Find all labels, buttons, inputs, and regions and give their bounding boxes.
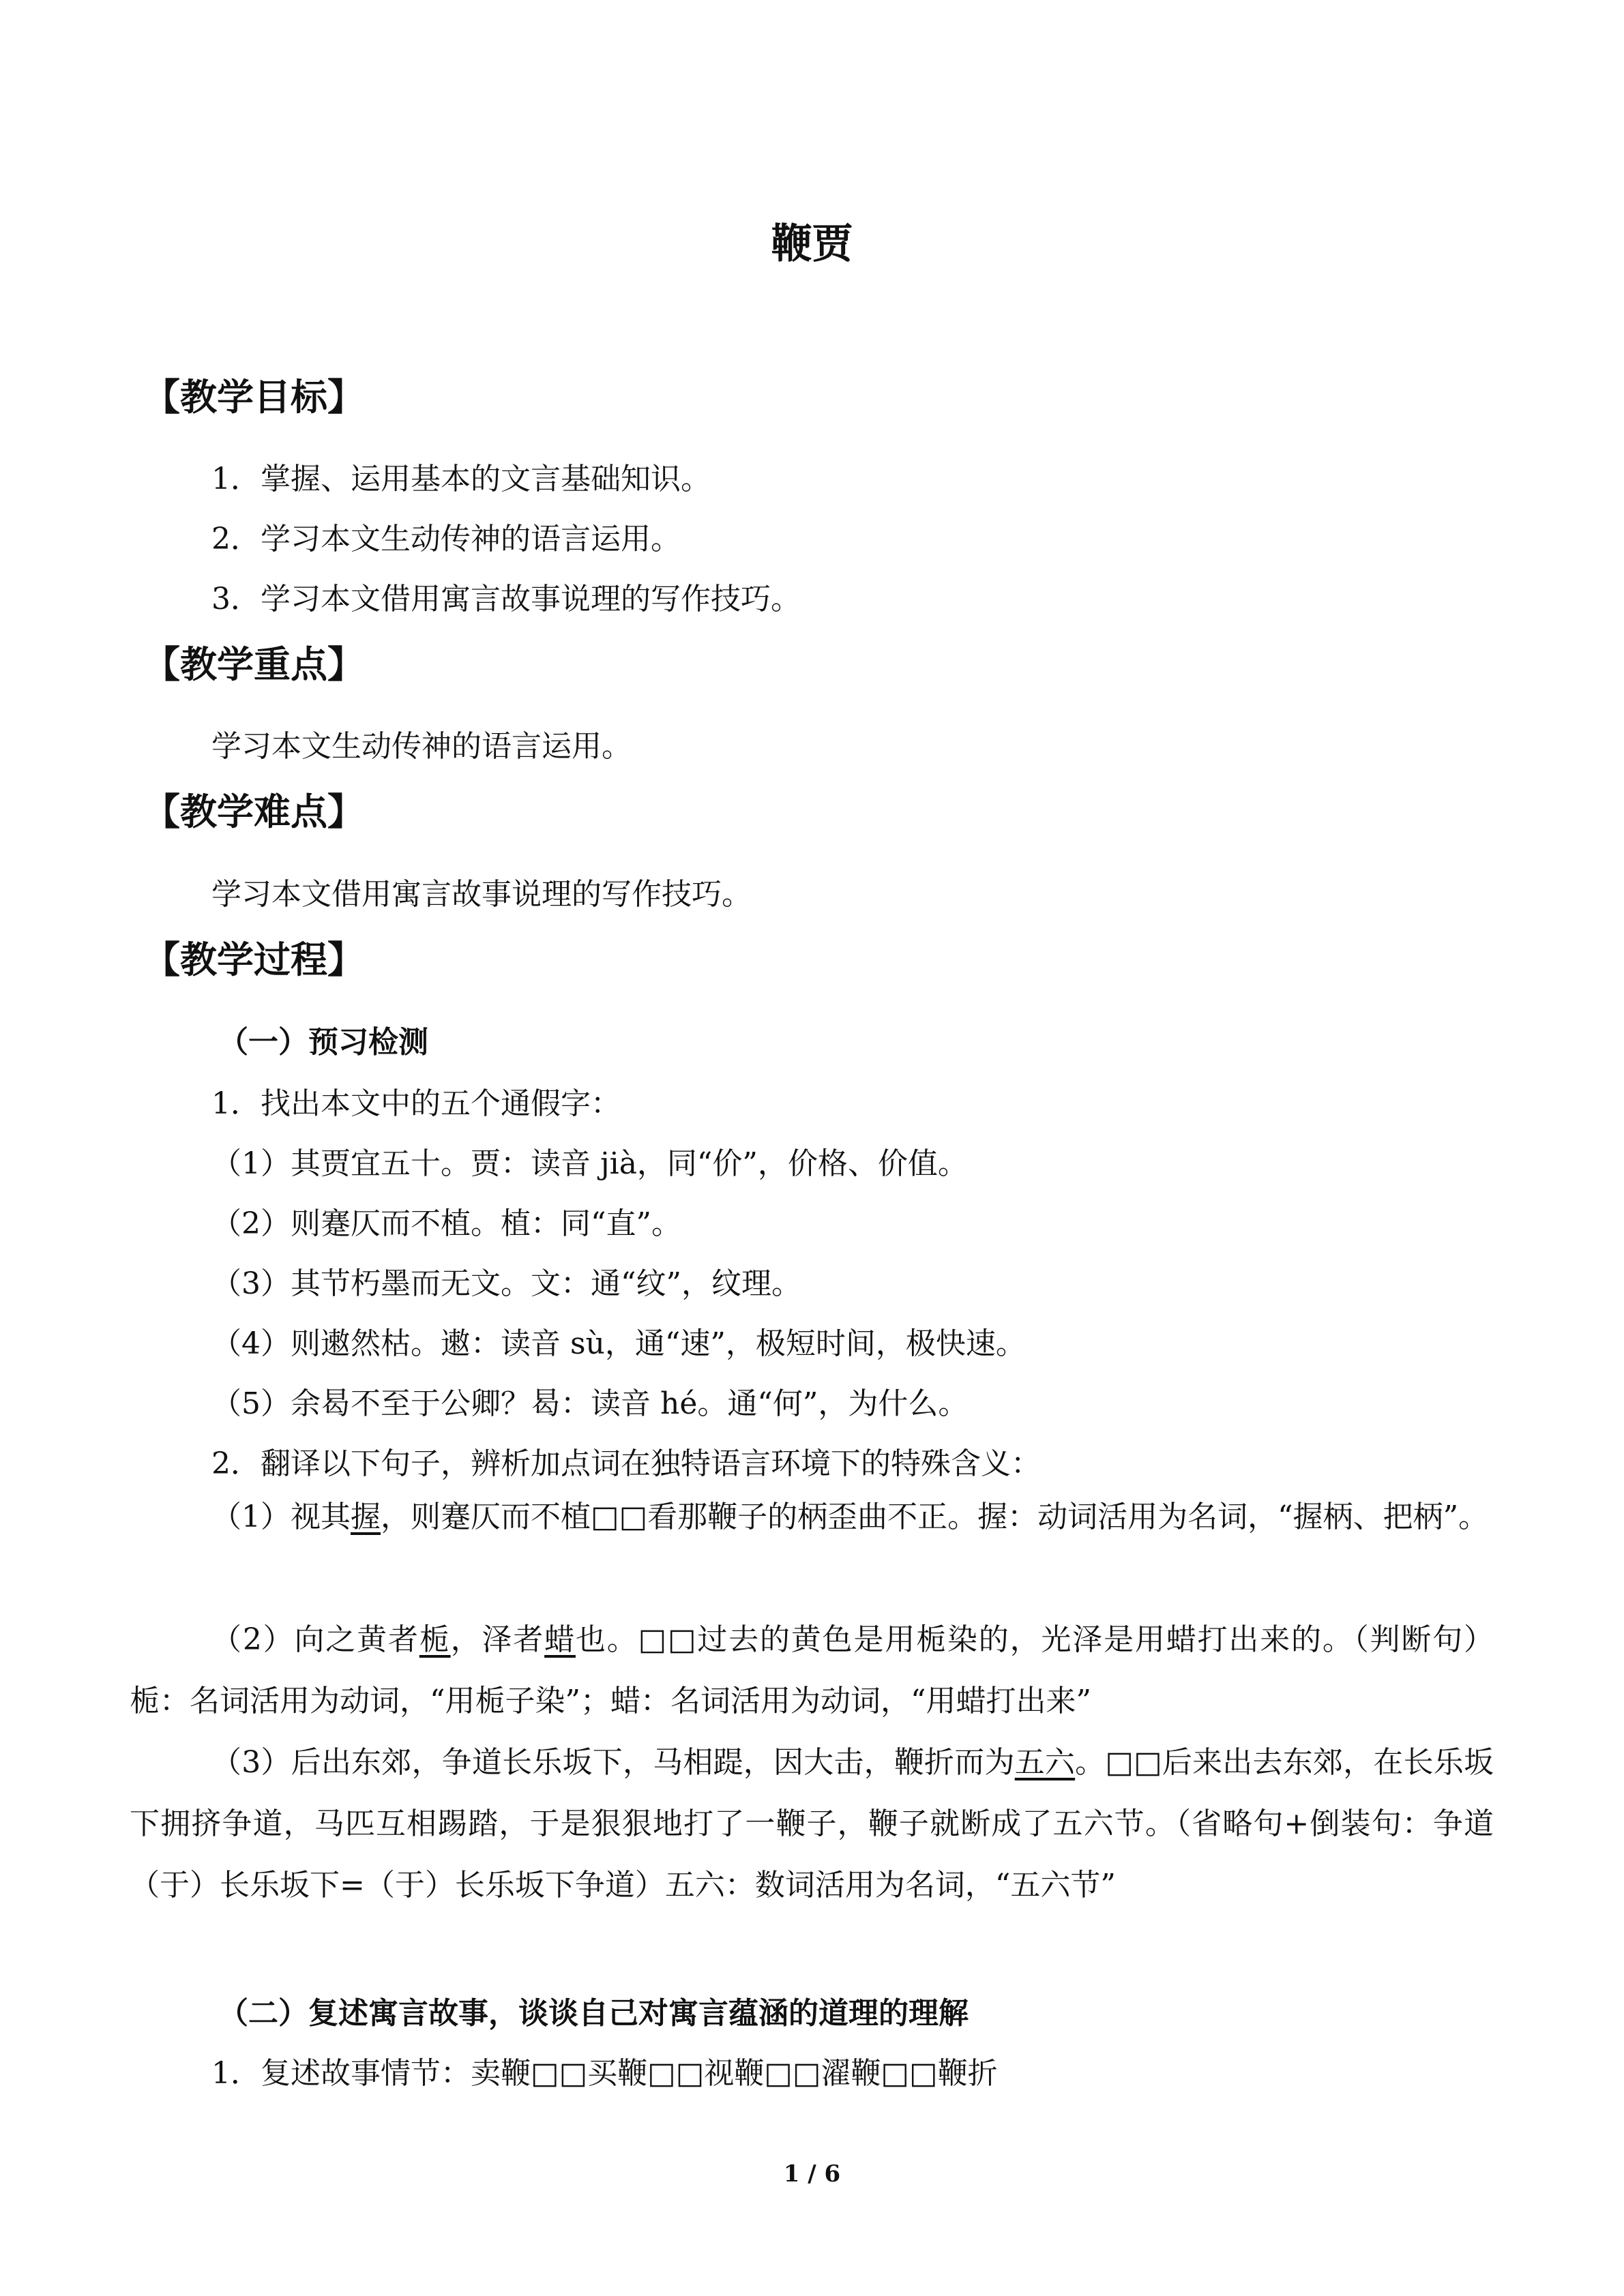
- goal-item-2: 2．学习本文生动传神的语言运用。: [211, 522, 681, 556]
- focus-text: 学习本文生动传神的语言运用。: [211, 729, 632, 764]
- process-heading: 【教学过程】: [143, 938, 364, 981]
- sentence-3: （3）后出东郊，争道长乐坂下，马相踶，因大击，鞭折而为五六。□□后来出去东郊，在长乐坂下拥挤争道，马匹互相踢踏，于是狠狠地打了一鞭子，鞭子就断成了五六节。（省略句+倒装句：争道（于）长乐坂下=（于）长乐坂下争道）五六：数词活用为名词，“五六节”: [130, 1745, 1494, 1903]
- page-title: 鞭贾: [771, 220, 853, 268]
- sentence-1: （1）视其握，则蹇仄而不植□□看那鞭子的柄歪曲不正。握：动词活用为名词，“握柄、把柄”。: [211, 1500, 1489, 1534]
- dotted-word: 五六: [1014, 1745, 1076, 1780]
- part1-question-2: 2．翻译以下句子，辨析加点词在独特语言环境下的特殊含义：: [211, 1446, 1041, 1481]
- tongjia-item-4: （4）则遫然枯。遫：读音 sù，通“速”，极短时间，极快速。: [211, 1326, 1026, 1361]
- dotted-word: 蜡: [544, 1622, 576, 1657]
- tongjia-item-5: （5）余曷不至于公卿？曷：读音 hé。通“何”，为什么。: [211, 1386, 969, 1421]
- dotted-word: 握: [351, 1500, 381, 1534]
- part1-heading: （一）预习检测: [218, 1025, 428, 1060]
- tongjia-item-1: （1）其贾宜五十。贾：读音 jià，同“价”，价格、价值。: [211, 1146, 968, 1181]
- dotted-word: 栀: [419, 1622, 451, 1657]
- tongjia-item-2: （2）则蹇仄而不植。植：同“直”。: [211, 1206, 681, 1241]
- difficulty-text: 学习本文借用寓言故事说理的写作技巧。: [211, 877, 752, 912]
- goals-heading: 【教学目标】: [143, 376, 364, 419]
- tongjia-item-3: （3）其节朽墨而无文。文：通“纹”，纹理。: [211, 1266, 801, 1301]
- part1-question-1: 1．找出本文中的五个通假字：: [211, 1086, 621, 1121]
- part2-heading: （二）复述寓言故事，谈谈自己对寓言蕴涵的道理的理解: [218, 1996, 969, 2031]
- goal-item-1: 1．掌握、运用基本的文言基础知识。: [211, 462, 711, 496]
- focus-heading: 【教学重点】: [143, 643, 364, 686]
- difficulty-heading: 【教学难点】: [143, 790, 364, 833]
- part2-question-1: 1．复述故事情节：卖鞭□□买鞭□□视鞭□□濯鞭□□鞭折: [211, 2056, 998, 2091]
- page-number: 1 / 6: [783, 2160, 841, 2188]
- sentence-2: （2）向之黄者栀，泽者蜡也。□□过去的黄色是用栀染的，光泽是用蜡打出来的。（判断句）栀：名词活用为动词，“用栀子染”；蜡：名词活用为动词，“用蜡打出来”: [130, 1622, 1494, 1718]
- goal-item-3: 3．学习本文借用寓言故事说理的写作技巧。: [211, 582, 801, 616]
